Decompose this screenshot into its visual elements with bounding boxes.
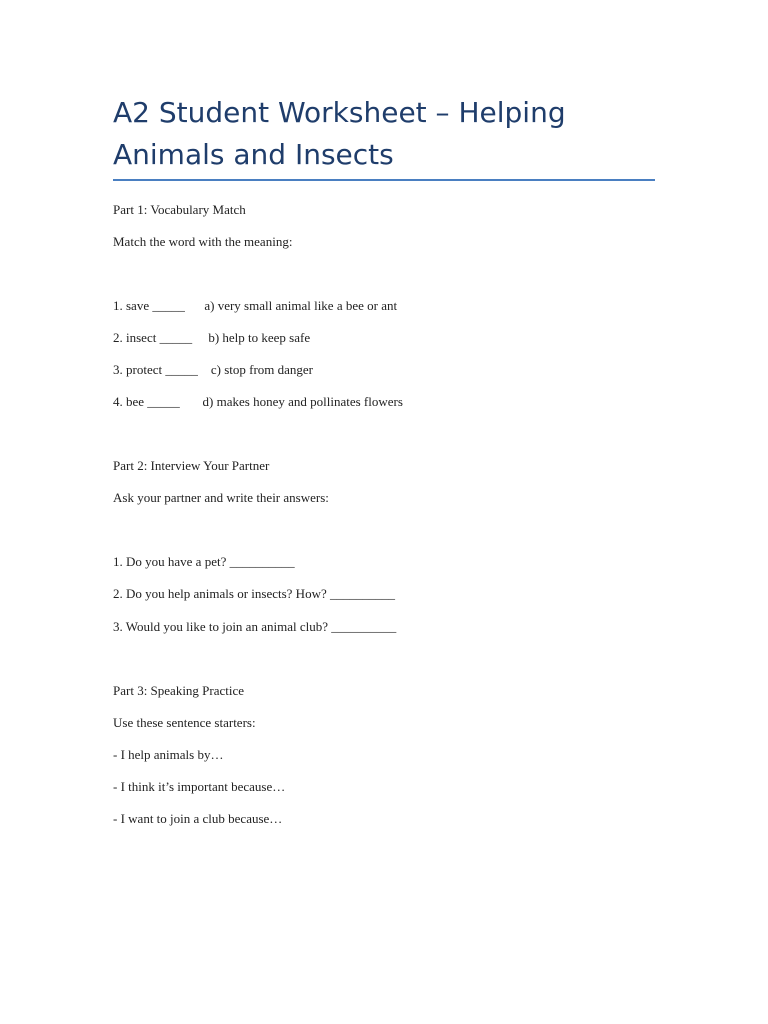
vocab-item-3: 3. protect _____ c) stop from danger	[113, 362, 314, 377]
part3-instruction: Use these sentence starters:	[113, 715, 256, 730]
vocab-item-4: 4. bee _____ d) makes honey and pollinates flowers	[113, 394, 403, 409]
sentence-starter-2: - I think it’s important because…	[113, 779, 286, 794]
sentence-starter-3: - I want to join a club because…	[113, 811, 283, 826]
interview-question-3: 3. Would you like to join an animal club? __________	[113, 619, 397, 634]
part2-heading: Part 2: Interview Your Partner	[113, 458, 270, 473]
vocab-item-1: 1. save _____ a) very small animal like a bee or ant	[113, 298, 398, 313]
part1-instruction: Match the word with the meaning:	[113, 234, 293, 249]
vocab-item-2: 2. insect _____ b) help to keep safe	[113, 330, 311, 345]
interview-question-1: 1. Do you have a pet? __________	[113, 554, 295, 569]
interview-question-2: 2. Do you help animals or insects? How? __________	[113, 586, 395, 601]
part3-heading: Part 3: Speaking Practice	[113, 683, 245, 698]
sentence-starter-1: - I help animals by…	[113, 747, 224, 762]
document-title: A2 Student Worksheet – Helping Animals and Insects	[113, 96, 566, 171]
part1-heading: Part 1: Vocabulary Match	[113, 202, 246, 217]
part2-instruction: Ask your partner and write their answers:	[113, 490, 329, 505]
title-underline	[113, 179, 655, 181]
